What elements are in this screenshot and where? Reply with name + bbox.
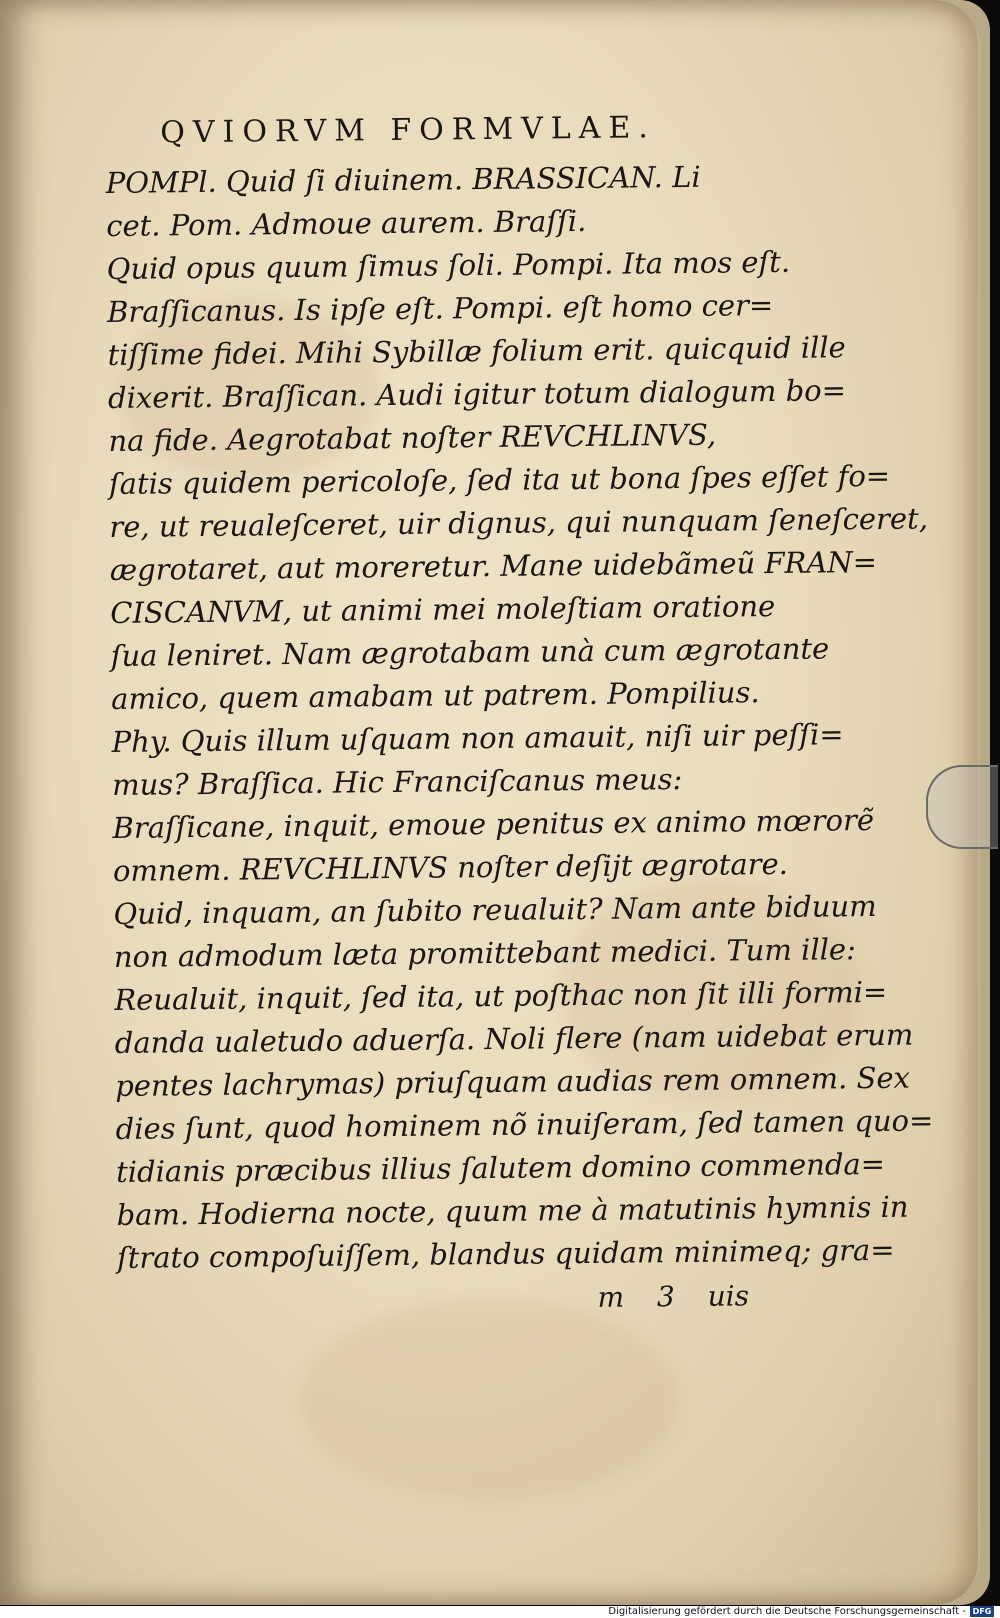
text-line: amico, quem amabam ut patrem. Pompilius. xyxy=(111,675,760,716)
text-line: POMPl. Quid ſi diuinem. BRASSICAN. Li xyxy=(105,159,701,200)
dfg-credit: Digitalisierung gefördert durch die Deutsche Forschungsgemeinschaft - xyxy=(608,1606,966,1617)
text-line: omnem. REVCHLINVS noſter deſijt ægrotare. xyxy=(112,846,789,888)
text-line: bam. Hodierna nocte, quum me à matutinis hymnis in xyxy=(116,1189,909,1232)
text-line: Phy. Quis illum uſquam non amauit, niſi uir peſſi= xyxy=(111,717,844,759)
text-line: Braſſicanus. Is ipſe eſt. Pompi. eſt homo cer= xyxy=(106,288,774,329)
text-line: danda ualetudo aduerſa. Noli flere (nam uidebat erum xyxy=(114,1017,914,1060)
text-line: Quid, inquam, an ſubito reualuit? Nam ante biduum xyxy=(113,888,877,931)
page-clip xyxy=(926,765,998,849)
text-line: ægrotaret, aut moreretur. Mane uidebãmeũ FRAN= xyxy=(109,544,878,587)
text-line: na fide. Aegrotabat noſter REVCHLINVS, xyxy=(108,417,717,458)
text-line: Reualuit, inquit, ſed ita, ut poſthac non ſit illi formi= xyxy=(114,974,888,1017)
text-line: Braſſicane, inquit, emoue penitus ex animo mœrorẽ xyxy=(112,802,875,845)
text-line: ſatis quidem pericoloſe, ſed ita ut bona ſpes eſſet fo= xyxy=(108,458,891,501)
text-line: CISCANVM, ut animi mei moleſtiam oratione xyxy=(110,589,776,630)
signature-catchword: m 3 uis xyxy=(597,1279,750,1314)
text-line: ſua leniret. Nam ægrotabam unà cum ægrotante xyxy=(110,631,830,673)
text-line: cet. Pom. Admoue aurem. Braſſi. xyxy=(106,203,587,243)
text-line: dixerit. Braſſican. Audi igitur totum dialogum bo= xyxy=(107,373,847,415)
paper-stain xyxy=(300,1300,680,1500)
text-block xyxy=(105,101,934,1314)
text-line: ſtrato compoſuiſſem, blandus quidam minimeq; gra= xyxy=(116,1232,895,1275)
text-line: pentes lachrymas) priuſquam audias rem omnem. Sex xyxy=(115,1060,911,1103)
running-head: QVIORVM FORMVLAE. xyxy=(160,110,656,151)
text-line: mus? Braſſica. Hic Franciſcanus meus: xyxy=(111,761,683,802)
text-line: re, ut reualeſceret, uir dignus, qui nunquam ſeneſceret, xyxy=(109,501,929,544)
text-line: dies ſunt, quod hominem nõ inuiſeram, ſed tamen quo= xyxy=(115,1103,934,1146)
text-line: tidianis præcibus illius ſalutem domino commenda= xyxy=(115,1146,886,1189)
dfg-logo-icon: DFG xyxy=(970,1606,994,1617)
text-line: Quid opus quum ſimus ſoli. Pompi. Ita mos eſt. xyxy=(106,244,791,286)
text-line: tiſſime fidei. Mihi Sybillæ folium erit. quicquid ille xyxy=(107,330,846,372)
text-line: non admodum læta promittebant medici. Tum ille: xyxy=(113,932,857,974)
